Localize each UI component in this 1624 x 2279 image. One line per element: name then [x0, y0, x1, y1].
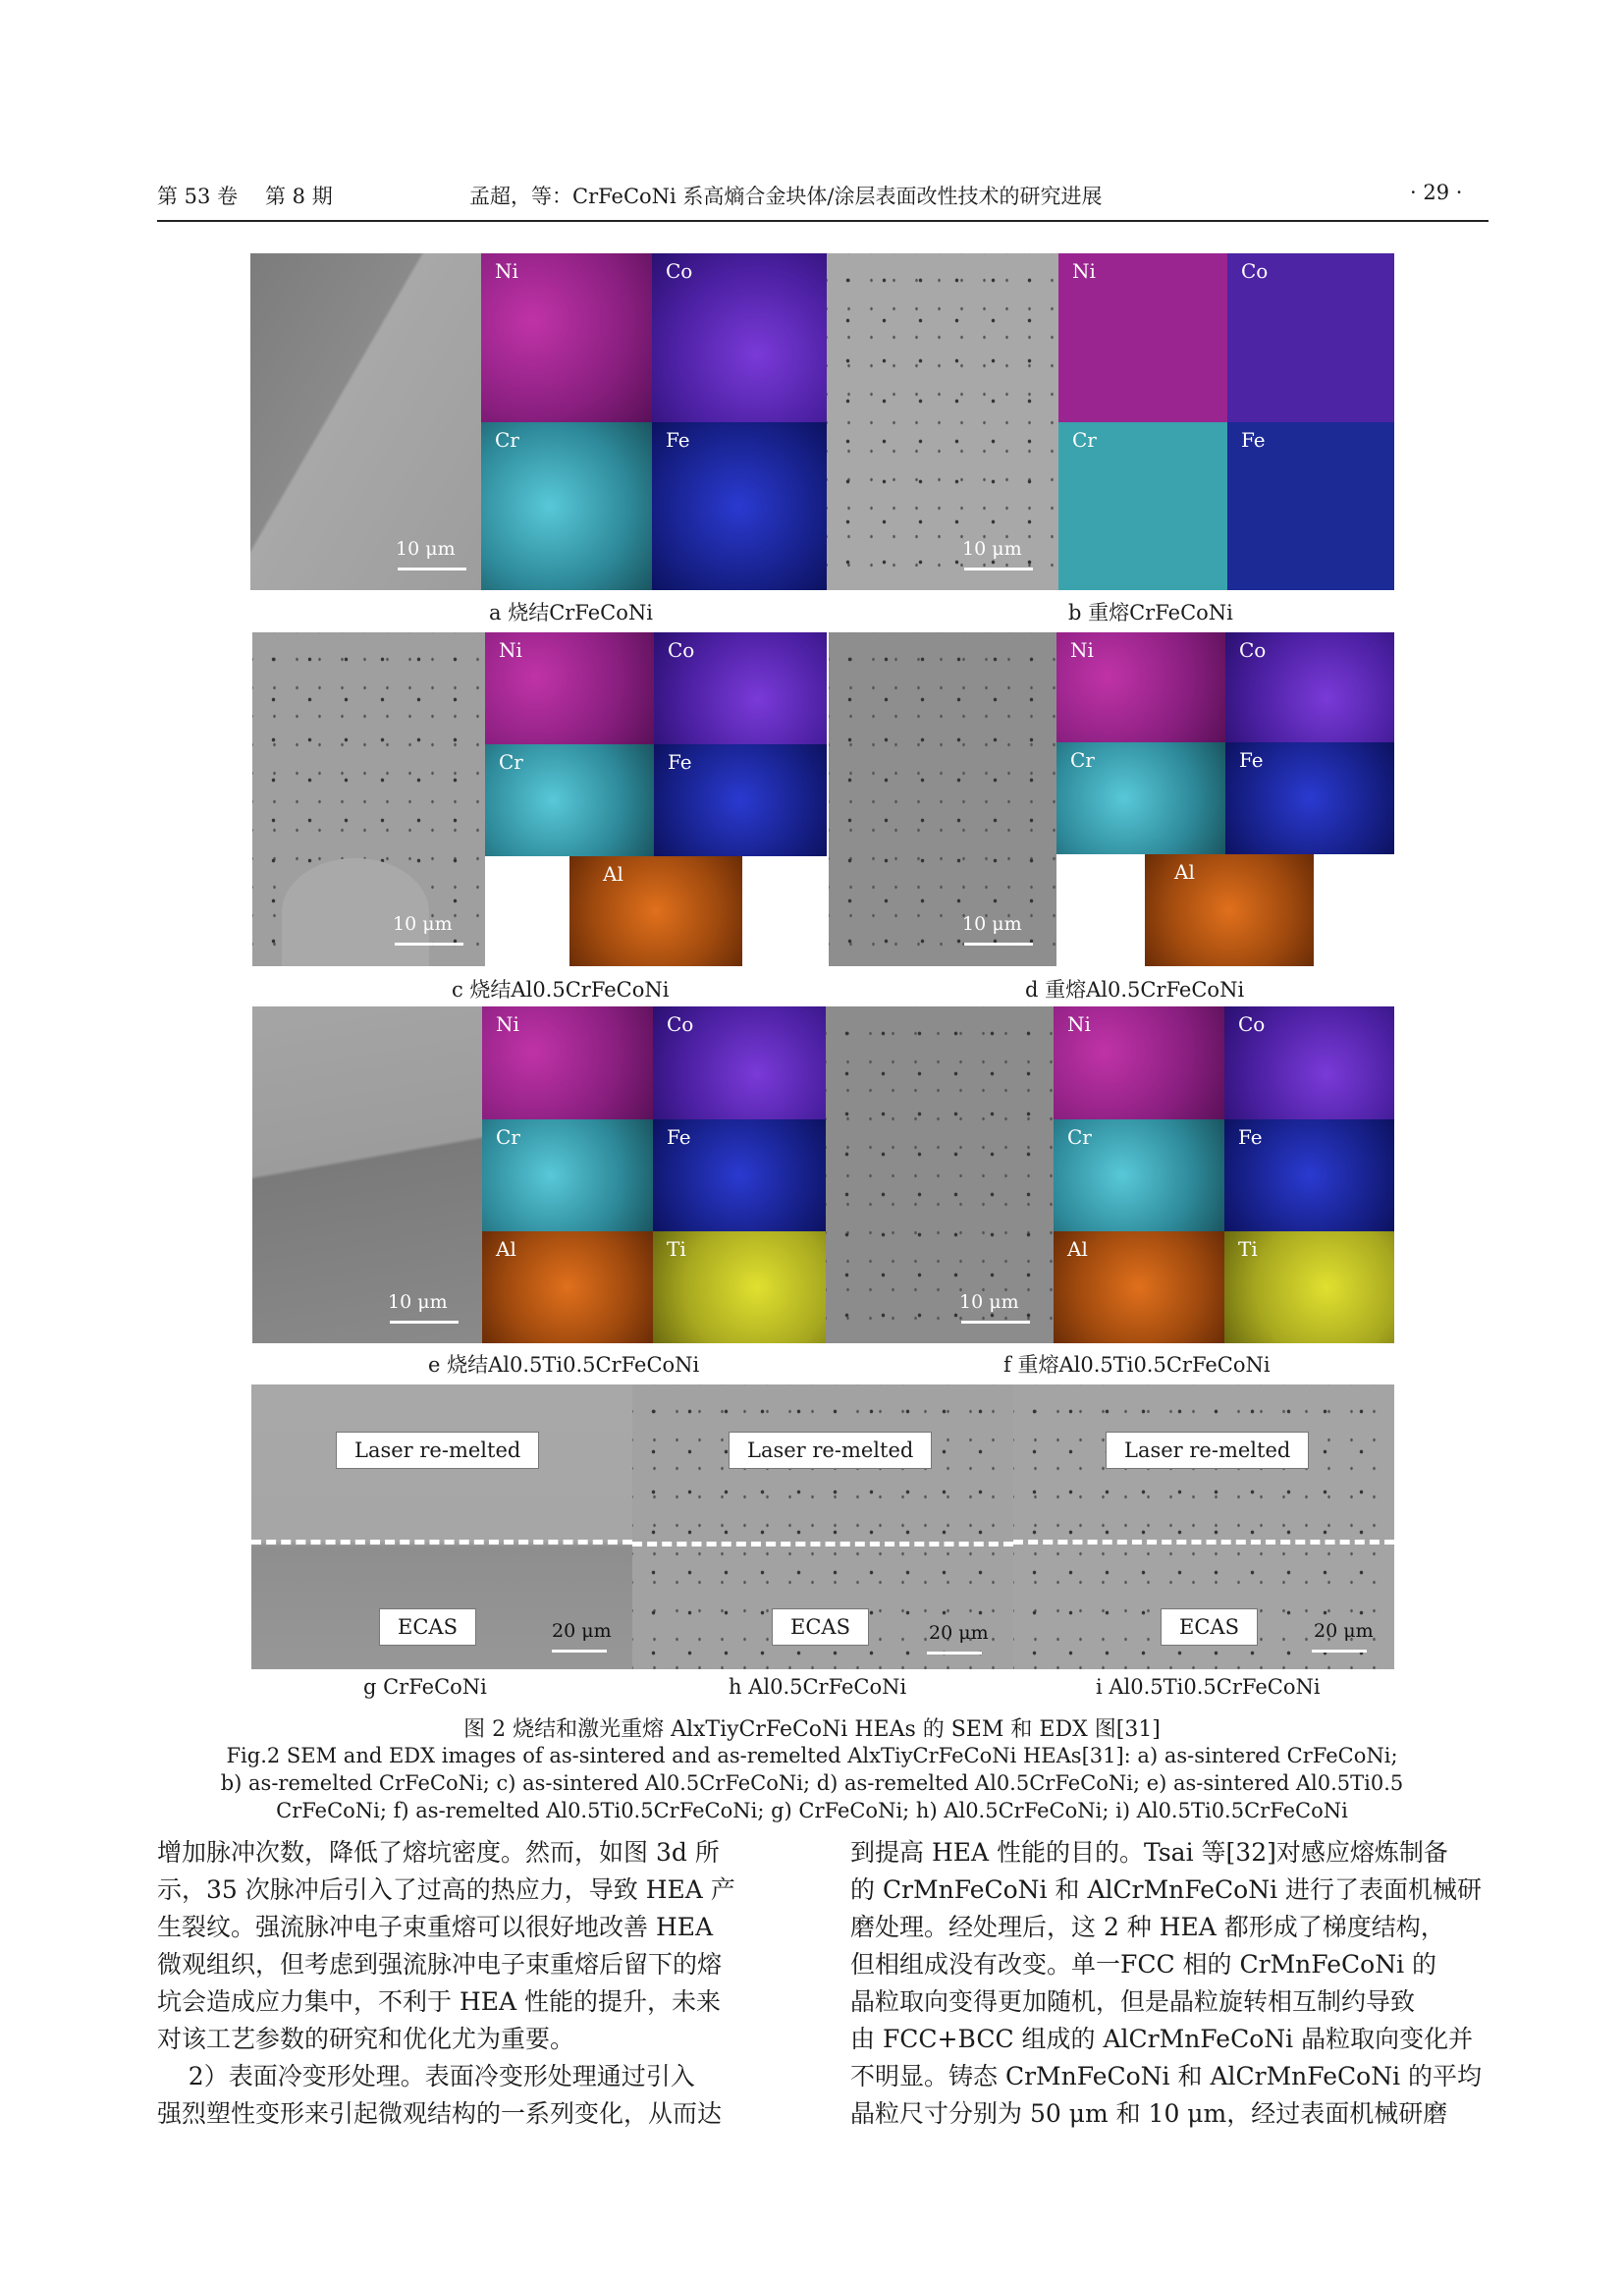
element-label-ni: Ni: [499, 638, 522, 662]
edx-map-cr: [482, 1119, 653, 1231]
edx-map-co: [1224, 1006, 1394, 1119]
label-ecas: ECAS: [772, 1608, 869, 1646]
body-line: 不明显。铸态 CrMnFeCoNi 和 AlCrMnFeCoNi 的平均: [850, 2062, 1483, 2090]
body-line: 坑会造成应力集中，不利于 HEA 性能的提升，未来: [157, 1987, 722, 2016]
body-line: 由 FCC+BCC 组成的 AlCrMnFeCoNi 晶粒取向变化并: [850, 2025, 1474, 2053]
caption-d: d 重熔Al0.5CrFeCoNi: [1025, 978, 1245, 1002]
edx-map-al: [1054, 1231, 1224, 1343]
element-label-co: Co: [1239, 638, 1267, 662]
header-page: · 29 ·: [1410, 181, 1463, 204]
edx-map-ni: [1056, 632, 1225, 742]
body-line: 磨处理。经处理后，这 2 种 HEA 都形成了梯度结构，: [850, 1913, 1445, 1941]
label-laser-remelted: Laser re-melted: [1106, 1432, 1309, 1469]
label-ecas: ECAS: [1161, 1608, 1258, 1646]
caption-a: a 烧结CrFeCoNi: [489, 601, 653, 624]
element-label-ni: Ni: [1072, 259, 1096, 283]
edx-map-co: [1225, 632, 1394, 742]
label-laser-remelted: Laser re-melted: [336, 1432, 539, 1469]
element-label-fe: Fe: [1239, 748, 1264, 772]
element-label-fe: Fe: [666, 428, 690, 452]
caption-f: f 重熔Al0.5Ti0.5CrFeCoNi: [1003, 1353, 1271, 1377]
sem-image-b: [827, 253, 1058, 590]
sem-cross-section-i: [1013, 1384, 1394, 1669]
element-label-fe: Fe: [668, 750, 692, 774]
edx-map-cr: [481, 422, 652, 590]
body-left-column: [157, 1834, 805, 2133]
edx-map-al: [569, 856, 742, 966]
element-label-co: Co: [667, 1012, 694, 1036]
scale-label: 10 μm: [396, 538, 456, 560]
element-label-fe: Fe: [1241, 428, 1266, 452]
element-label-cr: Cr: [1072, 428, 1097, 452]
edx-map-cr: [1054, 1119, 1224, 1231]
body-line: 晶粒取向变得更加随机，但是晶粒旋转相互制约导致: [850, 1987, 1416, 2016]
scale-label: 10 μm: [962, 538, 1022, 560]
edx-map-cr: [1056, 742, 1225, 854]
figure-caption-en-1: Fig.2 SEM and EDX images of as-sintered and as-remelted AlxTiyCrFeCoNi HEAs[31]: a) as-sintered CrFeCoNi;: [226, 1744, 1398, 1767]
edx-map-al: [1145, 854, 1314, 966]
figure-caption-en-3: CrFeCoNi; f) as-remelted Al0.5Ti0.5CrFeCoNi; g) CrFeCoNi; h) Al0.5CrFeCoNi; i) Al0.5Ti0.5CrFeCoNi: [276, 1799, 1348, 1822]
body-line: 微观组织，但考虑到强流脉冲电子束重熔后留下的熔: [157, 1950, 723, 1979]
edx-map-fe: [1225, 742, 1394, 854]
caption-h: h Al0.5CrFeCoNi: [729, 1675, 907, 1699]
scale-label: 20 μm: [552, 1620, 612, 1642]
edx-map-fe: [1227, 422, 1394, 590]
element-label-co: Co: [1238, 1012, 1266, 1036]
label-laser-remelted: Laser re-melted: [729, 1432, 932, 1469]
edx-map-ni: [1054, 1006, 1224, 1119]
element-label-fe: Fe: [1238, 1125, 1263, 1149]
edx-map-ni: [1058, 253, 1227, 422]
element-label-co: Co: [1241, 259, 1269, 283]
sem-cross-section-g: [251, 1384, 632, 1669]
edx-map-ti: [1224, 1231, 1394, 1343]
element-label-ni: Ni: [1070, 638, 1094, 662]
body-right-column: [850, 1834, 1498, 2133]
sem-image-d: [829, 632, 1056, 966]
edx-map-ti: [653, 1231, 826, 1343]
label-ecas: ECAS: [379, 1608, 476, 1646]
body-line: 到提高 HEA 性能的目的。Tsai 等[32]对感应熔炼制备: [850, 1838, 1448, 1867]
sem-image-a: [250, 253, 481, 590]
edx-map-co: [652, 253, 827, 422]
caption-c: c 烧结Al0.5CrFeCoNi: [452, 978, 670, 1002]
edx-map-co: [653, 1006, 826, 1119]
body-line: 但相组成没有改变。单一FCC 相的 CrMnFeCoNi 的: [850, 1950, 1437, 1979]
scale-label: 10 μm: [962, 913, 1022, 935]
edx-map-fe: [653, 1119, 826, 1231]
scale-label: 10 μm: [388, 1291, 448, 1313]
sem-cross-section-h: [632, 1384, 1013, 1669]
element-label-ni: Ni: [496, 1012, 519, 1036]
interface-line: [632, 1542, 1013, 1546]
body-line: 对该工艺参数的研究和优化尤为重要。: [157, 2025, 575, 2053]
header-rule: [157, 220, 1489, 222]
body-line: 晶粒尺寸分别为 50 μm 和 10 μm，经过表面机械研磨: [850, 2099, 1448, 2128]
element-label-al: Al: [496, 1237, 516, 1261]
edx-map-fe: [652, 422, 827, 590]
element-label-cr: Cr: [1070, 748, 1095, 772]
edx-map-ni: [485, 632, 654, 744]
element-label-cr: Cr: [1067, 1125, 1092, 1149]
element-label-cr: Cr: [496, 1125, 520, 1149]
header-issue: 第 8 期: [265, 185, 333, 208]
element-label-co: Co: [666, 259, 693, 283]
scale-label: 20 μm: [1314, 1620, 1374, 1642]
figure-caption-en-2: b) as-remelted CrFeCoNi; c) as-sintered Al0.5CrFeCoNi; d) as-remelted Al0.5CrFeCoNi; e) as-sintered Al0.5Ti0.5: [220, 1771, 1404, 1795]
edx-map-cr: [1058, 422, 1227, 590]
header-volume: 第 53 卷: [157, 185, 239, 208]
scale-label: 10 μm: [959, 1291, 1019, 1313]
element-label-cr: Cr: [499, 750, 523, 774]
edx-map-fe: [1224, 1119, 1394, 1231]
caption-b: b 重熔CrFeCoNi: [1068, 601, 1233, 624]
element-label-al: Al: [1067, 1237, 1088, 1261]
edx-map-co: [654, 632, 827, 744]
edx-map-al: [482, 1231, 653, 1343]
caption-i: i Al0.5Ti0.5CrFeCoNi: [1096, 1675, 1321, 1699]
body-line: 2）表面冷变形处理。表面冷变形处理通过引入: [157, 2062, 695, 2090]
sem-image-c: [252, 632, 485, 966]
element-label-ni: Ni: [495, 259, 518, 283]
edx-map-cr: [485, 744, 654, 856]
edx-map-ni: [482, 1006, 653, 1119]
element-label-al: Al: [1174, 860, 1195, 884]
interface-line: [1013, 1540, 1394, 1545]
sem-image-e: [252, 1006, 482, 1343]
body-line: 强烈塑性变形来引起微观结构的一系列变化，从而达: [157, 2099, 723, 2128]
header-title: 孟超，等：CrFeCoNi 系高熵合金块体/涂层表面改性技术的研究进展: [469, 185, 1103, 208]
element-label-al: Al: [603, 862, 623, 886]
scale-label: 10 μm: [393, 913, 453, 935]
element-label-fe: Fe: [667, 1125, 691, 1149]
caption-e: e 烧结Al0.5Ti0.5CrFeCoNi: [428, 1353, 700, 1377]
edx-map-fe: [654, 744, 827, 856]
body-line: 生裂纹。强流脉冲电子束重熔可以很好地改善 HEA: [157, 1913, 714, 1941]
caption-g: g CrFeCoNi: [363, 1675, 487, 1699]
element-label-ni: Ni: [1067, 1012, 1091, 1036]
scale-label: 20 μm: [929, 1622, 989, 1644]
sem-image-f: [826, 1006, 1054, 1343]
element-label-ti: Ti: [1238, 1237, 1258, 1261]
edx-map-co: [1227, 253, 1394, 422]
body-line: 示，35 次脉冲后引入了过高的热应力，导致 HEA 产: [157, 1875, 735, 1904]
element-label-cr: Cr: [495, 428, 519, 452]
edx-map-ni: [481, 253, 652, 422]
body-line: 的 CrMnFeCoNi 和 AlCrMnFeCoNi 进行了表面机械研: [850, 1875, 1483, 1904]
element-label-co: Co: [668, 638, 695, 662]
body-line: 增加脉冲次数，降低了熔坑密度。然而，如图 3d 所: [157, 1838, 720, 1867]
figure-caption-cn: 图 2 烧结和激光重熔 AlxTiyCrFeCoNi HEAs 的 SEM 和 EDX 图[31]: [463, 1717, 1161, 1742]
element-label-ti: Ti: [667, 1237, 686, 1261]
interface-line: [251, 1540, 632, 1545]
